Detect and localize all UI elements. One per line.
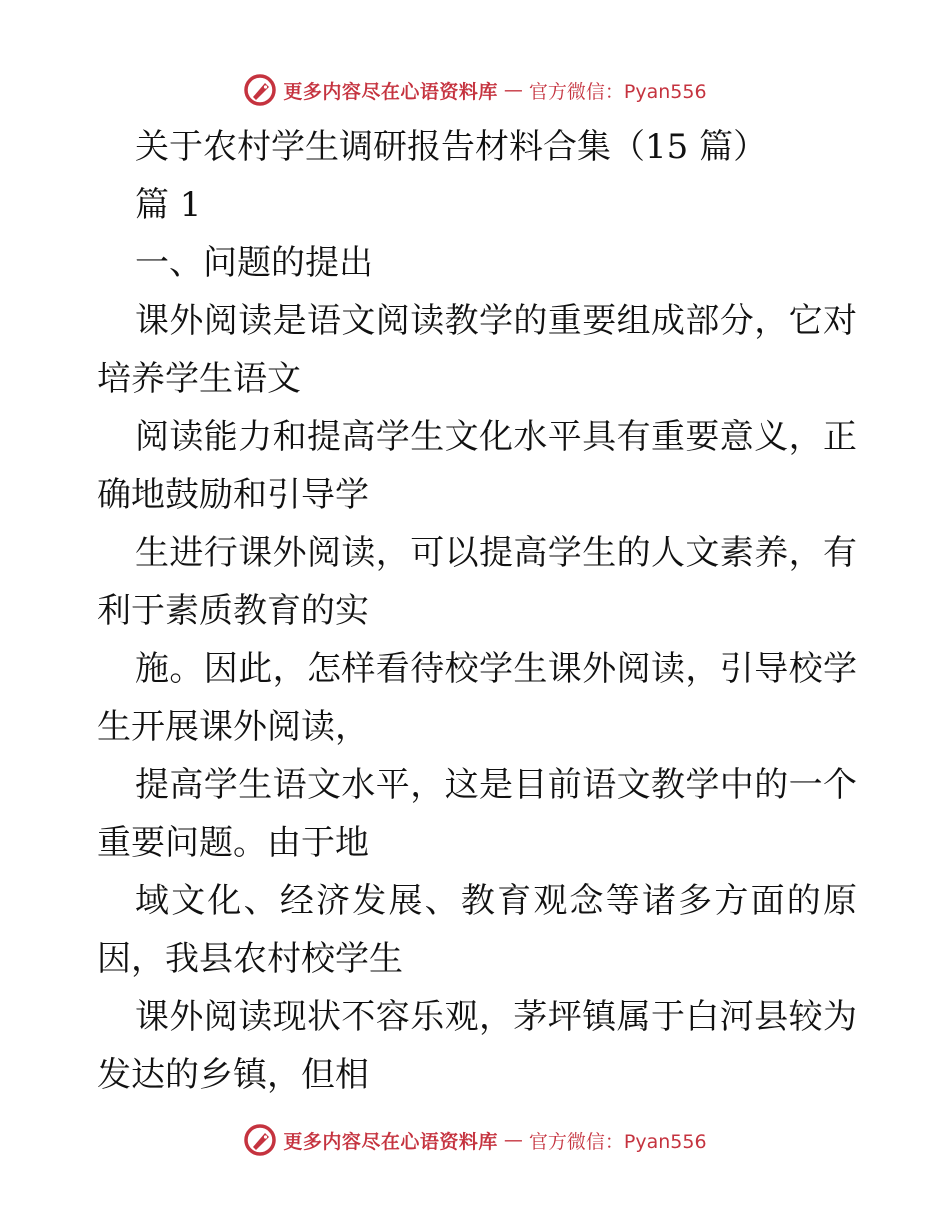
- wechat-contact-text: 官方微信：Pyan556: [528, 80, 707, 103]
- body-paragraph: 施。因此，怎样看待校学生课外阅读，引导校学生开展课外阅读，: [97, 649, 857, 747]
- body-paragraph: 课外阅读现状不容乐观，茅坪镇属于白河县较为发达的乡镇，但相: [97, 997, 857, 1095]
- footer-banner: [0, 1120, 950, 1160]
- body-paragraph: 生进行课外阅读，可以提高学生的人文素养，有利于素质教育的实: [97, 533, 857, 631]
- header-banner-content: [243, 73, 706, 107]
- section-label: 篇 1: [135, 185, 202, 225]
- site-name-text: 更多内容尽在心语资料库: [283, 1130, 498, 1153]
- body-paragraph: 域文化、经济发展、教育观念等诸多方面的原因，我县农村校学生: [97, 881, 857, 979]
- section-heading: 一、问题的提出: [135, 243, 373, 283]
- banner-separator: —: [503, 79, 523, 101]
- body-paragraph: 阅读能力和提高学生文化水平具有重要意义，正确地鼓励和引导学: [97, 417, 857, 515]
- header-banner: [0, 70, 950, 110]
- pen-nib-circle-icon: [243, 1123, 277, 1157]
- document-title: 关于农村学生调研报告材料合集（15 篇）: [135, 127, 768, 167]
- pen-nib-circle-icon: [243, 73, 277, 107]
- document-body: [97, 118, 857, 1104]
- wechat-contact-text: 官方微信：Pyan556: [528, 1130, 707, 1153]
- site-name-text: 更多内容尽在心语资料库: [283, 80, 498, 103]
- footer-banner-content: [243, 1123, 706, 1157]
- body-paragraph: 提高学生语文水平，这是目前语文教学中的一个重要问题。由于地: [97, 765, 857, 863]
- body-paragraph: 课外阅读是语文阅读教学的重要组成部分，它对培养学生语文: [97, 301, 857, 399]
- banner-separator: —: [503, 1129, 523, 1151]
